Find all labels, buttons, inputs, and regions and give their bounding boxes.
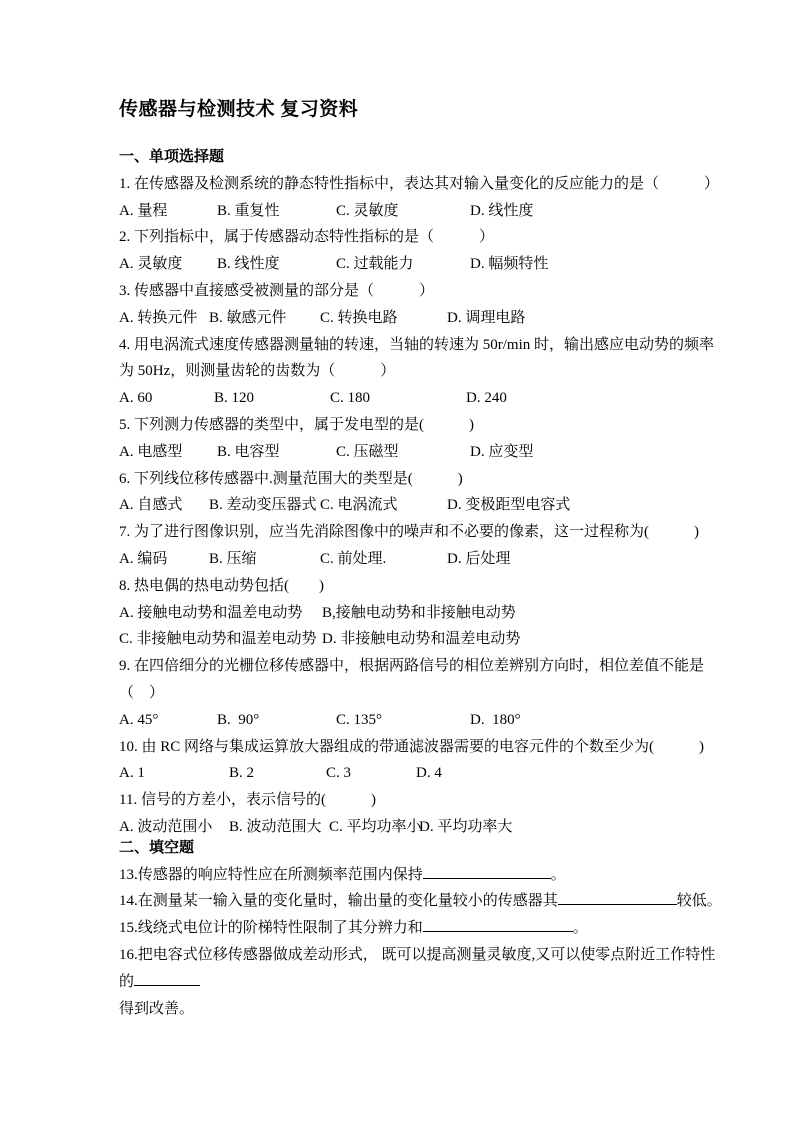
question-stem: 5. 下列测力传感器的类型中，属于发电型的是( ) xyxy=(119,416,474,433)
option-c: C. 压磁型 xyxy=(336,443,399,460)
option-d: D. 幅频特性 xyxy=(470,256,549,273)
option-c: C. 非接触电动势和温差电动势 xyxy=(119,631,317,648)
option-d: D. 240 xyxy=(466,390,507,407)
question-text-after-blank: 。 xyxy=(572,920,588,937)
options-row xyxy=(119,814,679,841)
question-text-after-blank: 较低。 xyxy=(676,893,722,910)
option-a: A. 电感型 xyxy=(119,443,183,460)
option-a: A. 灵敏度 xyxy=(119,256,183,273)
options-row-ab xyxy=(119,600,679,627)
option-c: C. 灵敏度 xyxy=(336,202,399,219)
option-c: C. 前处理. xyxy=(320,550,387,567)
question-stem: 11. 信号的方差小，表示信号的( ) xyxy=(119,792,376,809)
question-text-after-blank: 。 xyxy=(550,866,566,883)
question-13 xyxy=(119,862,679,889)
question-text: 14.在测量某一输入量的变化量时，输出量的变化量较小的传感器其 xyxy=(119,893,558,910)
option-c: C. 135° xyxy=(336,711,383,728)
option-a: A. 编码 xyxy=(119,550,168,567)
options-row xyxy=(119,305,679,332)
question-stem: 6. 下列线位移传感器中.测量范围大的类型是( ) xyxy=(119,470,463,487)
blank-underline xyxy=(423,916,573,932)
question-text-line-2 xyxy=(119,969,679,996)
options-row xyxy=(119,707,679,734)
option-a: A. 波动范围小 xyxy=(119,818,213,835)
option-c: C. 电涡流式 xyxy=(320,497,398,514)
question-15 xyxy=(119,915,679,942)
document-content xyxy=(119,98,722,1022)
question-text: 15.线绕式电位计的阶梯特性限制了其分辨力和 xyxy=(119,920,423,937)
section-heading-multiple-choice: 一、单项选择题 xyxy=(119,149,225,165)
section-heading-fill-in-blank: 二、填空题 xyxy=(119,839,195,856)
question-11 xyxy=(119,787,679,841)
option-b: B. 90° xyxy=(217,711,260,728)
option-a: A. 接触电动势和温差电动势 xyxy=(119,604,303,621)
question-8 xyxy=(119,573,679,653)
option-b: B. 差动变压器式 xyxy=(209,497,317,514)
question-10 xyxy=(119,734,705,788)
option-b: B. 线性度 xyxy=(217,256,280,273)
option-b: B. 电容型 xyxy=(217,443,280,460)
question-stem-line-2: 为 50Hz，则测量齿轮的齿数为（ ） xyxy=(119,363,396,380)
option-c: C. 3 xyxy=(326,765,352,782)
option-c: C. 平均功率小 xyxy=(329,818,422,835)
question-stem: 8. 热电偶的热电动势包括( ) xyxy=(119,577,324,594)
option-b: B. 敏感元件 xyxy=(209,309,287,326)
option-b: B. 波动范围大 xyxy=(229,818,322,835)
document-title: 传感器与检测技术 复习资料 xyxy=(119,99,359,120)
options-row xyxy=(119,492,679,519)
option-d: D. 应变型 xyxy=(470,443,534,460)
options-row xyxy=(119,251,679,278)
option-d: D. 180° xyxy=(470,711,521,728)
question-stem-line-1: 4. 用电涡流式速度传感器测量轴的转速，当轴的转速为 50r/min 时，输出感应电动势的频率 xyxy=(119,336,715,353)
question-stem: 10. 由 RC 网络与集成运算放大器组成的带通滤波器需要的电容元件的个数至少为( ) xyxy=(119,738,705,755)
question-5 xyxy=(119,412,679,466)
option-d: D. 线性度 xyxy=(470,202,534,219)
question-stem: 3. 传感器中直接感受被测量的部分是（ ） xyxy=(119,282,435,299)
option-a: A. 量程 xyxy=(119,202,168,219)
option-a: A. 45° xyxy=(119,711,159,728)
question-7 xyxy=(119,519,699,573)
option-d: D. 非接触电动势和温差电动势 xyxy=(322,631,521,648)
question-text-line-3: 得到改善。 xyxy=(119,1000,195,1017)
question-3 xyxy=(119,278,679,332)
question-16 xyxy=(119,942,716,1022)
options-row xyxy=(119,439,679,466)
options-row-cd xyxy=(119,626,679,653)
option-b: B. 120 xyxy=(214,390,255,407)
question-stem-line-2: （ ） xyxy=(119,684,165,701)
question-stem: 1. 在传感器及检测系统的静态特性指标中，表达其对输入量变化的反应能力的是（ ） xyxy=(119,175,720,192)
option-b: B. 重复性 xyxy=(217,202,280,219)
question-stem-line-1: 9. 在四倍细分的光栅位移传感器中，根据两路信号的相位差辨别方向时，相位差值不能是 xyxy=(119,658,705,675)
option-a: A. 自感式 xyxy=(119,497,183,514)
option-c: C. 过载能力 xyxy=(336,256,414,273)
question-stem: 7. 为了进行图像识别，应当先消除图像中的噪声和不必要的像素，这一过程称为( ) xyxy=(119,524,699,541)
blank-underline xyxy=(134,970,200,986)
blank-underline xyxy=(558,889,677,905)
question-2 xyxy=(119,224,679,278)
options-row xyxy=(119,198,679,225)
option-b: B. 压缩 xyxy=(209,550,257,567)
option-d: D. 调理电路 xyxy=(447,309,526,326)
option-b: B,接触电动势和非接触电动势 xyxy=(322,604,516,621)
option-a: A. 1 xyxy=(119,765,145,782)
option-c: C. 转换电路 xyxy=(320,309,398,326)
option-d: D. 4 xyxy=(416,765,442,782)
options-row xyxy=(119,546,679,573)
option-c: C. 180 xyxy=(330,390,371,407)
question-1 xyxy=(119,171,720,225)
option-d: D. 平均功率大 xyxy=(419,818,513,835)
question-4 xyxy=(119,332,715,412)
option-d: D. 变极距型电容式 xyxy=(447,497,571,514)
option-b: B. 2 xyxy=(229,765,255,782)
question-6 xyxy=(119,466,679,520)
options-row xyxy=(119,385,679,412)
option-a: A. 转换元件 xyxy=(119,309,198,326)
options-row xyxy=(119,760,679,787)
question-text: 13.传感器的响应特性应在所测频率范围内保持 xyxy=(119,866,423,883)
option-a: A. 60 xyxy=(119,390,153,407)
question-text-line-1: 16.把电容式位移传感器做成差动形式， 既可以提高测量灵敏度,又可以使零点附近工作特性 xyxy=(119,946,716,963)
question-stem: 2. 下列指标中，属于传感器动态特性指标的是（ ） xyxy=(119,229,495,246)
question-text: 的 xyxy=(119,973,135,990)
question-9 xyxy=(119,653,705,733)
question-14 xyxy=(119,888,722,915)
option-d: D. 后处理 xyxy=(447,550,511,567)
blank-underline xyxy=(423,863,551,879)
